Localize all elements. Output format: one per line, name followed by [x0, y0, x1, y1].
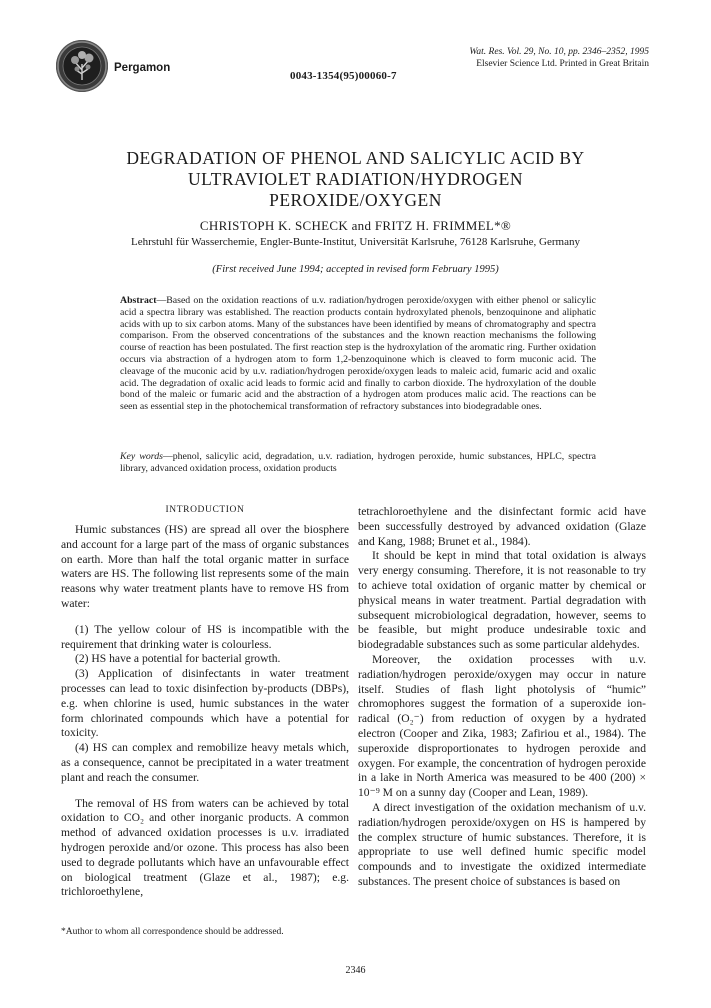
paragraph: A direct investigation of the oxidation mechanism of u.v. radiation/hydrogen peroxide/oxygen on HS is hampered by the complex structure of humic substances. Therefore, it is appropriate to use well defined humic specific model compounds and to investigate the oxidized intermediate substances. The present choice of substances is based on: [358, 800, 646, 888]
footnote: *Author to whom all correspondence should be addressed.: [61, 927, 284, 937]
list-item: (1) The yellow colour of HS is incompatible with the requirement that drinking water is colourless.: [61, 622, 349, 651]
journal-line-2: Elsevier Science Ltd. Printed in Great Britain: [476, 59, 649, 69]
tree-emblem-icon: [56, 40, 108, 92]
author-list: CHRISTOPH K. SCHECK and FRITZ H. FRIMMEL*®: [199, 218, 512, 233]
paragraph: tetrachloroethylene and the disinfectant formic acid have been successfully destroyed by advanced oxidation (Glaze and Kang, 1988; Brunet et al., 1984).: [358, 505, 646, 548]
journal-citation: [469, 46, 649, 70]
abstract-label: Abstract: [120, 295, 157, 306]
title-line-3: PEROXIDE/OXYGEN: [269, 190, 442, 210]
paragraph: It should be kept in mind that total oxidation is always very energy consuming. Therefore, it is not reasonable to try to achieve total oxidation of organic matter by chemical or physical means in water treatment. Partial degradation with subsequent microbiological degradation, however, seems to be feasible, but might produce undesirable toxic and biodegradable substances such as some particular aldehydes.: [358, 549, 646, 652]
list-item: (2) HS have a potential for bacterial growth.: [75, 652, 281, 666]
paragraph: Moreover, the oxidation processes with u.v. radiation/hydrogen peroxide/oxygen may occur in nature itself. Studies of flash light photolysis of “humic” chromophores suggest the formation of a superoxide ion-radical (O₂⁻) from reduction of oxygen by a hydrated electron (Cooper and Zika, 1983; Zafiriou et al., 1984). The superoxide disproportionates to hydrogen peroxide and oxygen. For example, the concentration of hydrogen peroxide in a lake in North America was measured to be 400 (200) × 10⁻⁹ M on a sunny day (Cooper and Lean, 1989).: [358, 652, 646, 800]
left-column: [61, 523, 349, 900]
paragraph: The removal of HS from waters can be achieved by total oxidation to CO₂ and other inorganic products. A common method of advanced oxidation processes is u.v. irradiated hydrogen peroxide and/or ozone. This process has also been used to degrade pollutants which have an unfavourable effect on biological treatment (Glaze et al., 1987); e.g. trichloroethylene,: [61, 796, 349, 899]
publisher-name: Pergamon: [114, 62, 171, 74]
list-item: (4) HS can complex and remobilize heavy metals which, as a consequence, cannot be precipitated in a water treatment plant and reach the consumer.: [61, 741, 349, 784]
title-line-1: DEGRADATION OF PHENOL AND SALICYLIC ACID BY: [126, 148, 585, 168]
right-column: [358, 505, 646, 890]
affiliation: Lehrstuhl für Wasserchemie, Engler-Bunte-Institut, Universität Karlsruhe, 76128 Karlsruhe, Germany: [131, 236, 580, 248]
page-number: 2346: [345, 965, 366, 976]
journal-line-1: Wat. Res. Vol. 29, No. 10, pp. 2346–2352, 1995: [469, 47, 649, 57]
keywords-label: Key words: [120, 451, 163, 462]
keywords: [120, 451, 596, 475]
abstract-text: —Based on the oxidation reactions of u.v. radiation/hydrogen peroxide/oxygen with either phenol or salicylic acid a spectra library was established. The reaction products contain hydroxylated phenols, benzoquinone and aliphatic acids with up to six carbon atoms. Many of the substances have been identified by means of chromatography and spectra comparison. From the observed concentrations of the substances and the known reaction mechanisms the following course of reaction has been postulated. The first reaction step is the hydroxylation of the aromatic ring. Further oxidation occurs via abstraction of a hydrogen atom to form 1,2-benzoquinone which is cleaved to form muconic acid. The cleavage of the muconic acid by u.v. radiation/hydrogen peroxide/oxygen leads to maleic acid, fumaric acid and oxalic acid. The degradation of oxalic acid leads to formic acid and finally to carbon dioxide. The hydroxylation of the double bond of the maleic or fumaric acid and the abstraction of a hydrogen atom produces malic acid. The reactions can be seen as essential step in the photochemical transformation of refractory substances into biodegradable ones.: [120, 295, 596, 413]
publisher-logo: [56, 40, 108, 92]
received-dates: (First received June 1994; accepted in revised form February 1995): [212, 264, 499, 275]
list-item: (3) Application of disinfectants in water treatment processes can lead to toxic disinfection by-products (DBPs), e.g. when chlorine is used, humic substances in the water form chlorinated compounds which have a potential for toxicity.: [61, 667, 349, 740]
doi-code: 0043-1354(95)00060-7: [290, 70, 397, 82]
abstract: [120, 295, 596, 413]
paragraph: Humic substances (HS) are spread all over the biosphere and account for a large part of the mass of organic substances on earth. More than half the total organic matter in surface waters are HS. The following list represents some of the main reasons why water treatment plants have to remove HS from water:: [61, 523, 349, 610]
keywords-text: —phenol, salicylic acid, degradation, u.v. radiation, hydrogen peroxide, humic substances, HPLC, spectra library, advanced oxidation process, oxidation products: [120, 451, 597, 474]
title-line-2: ULTRAVIOLET RADIATION/HYDROGEN: [187, 169, 524, 189]
section-heading-introduction: INTRODUCTION: [165, 505, 245, 515]
article-title: [60, 148, 651, 211]
